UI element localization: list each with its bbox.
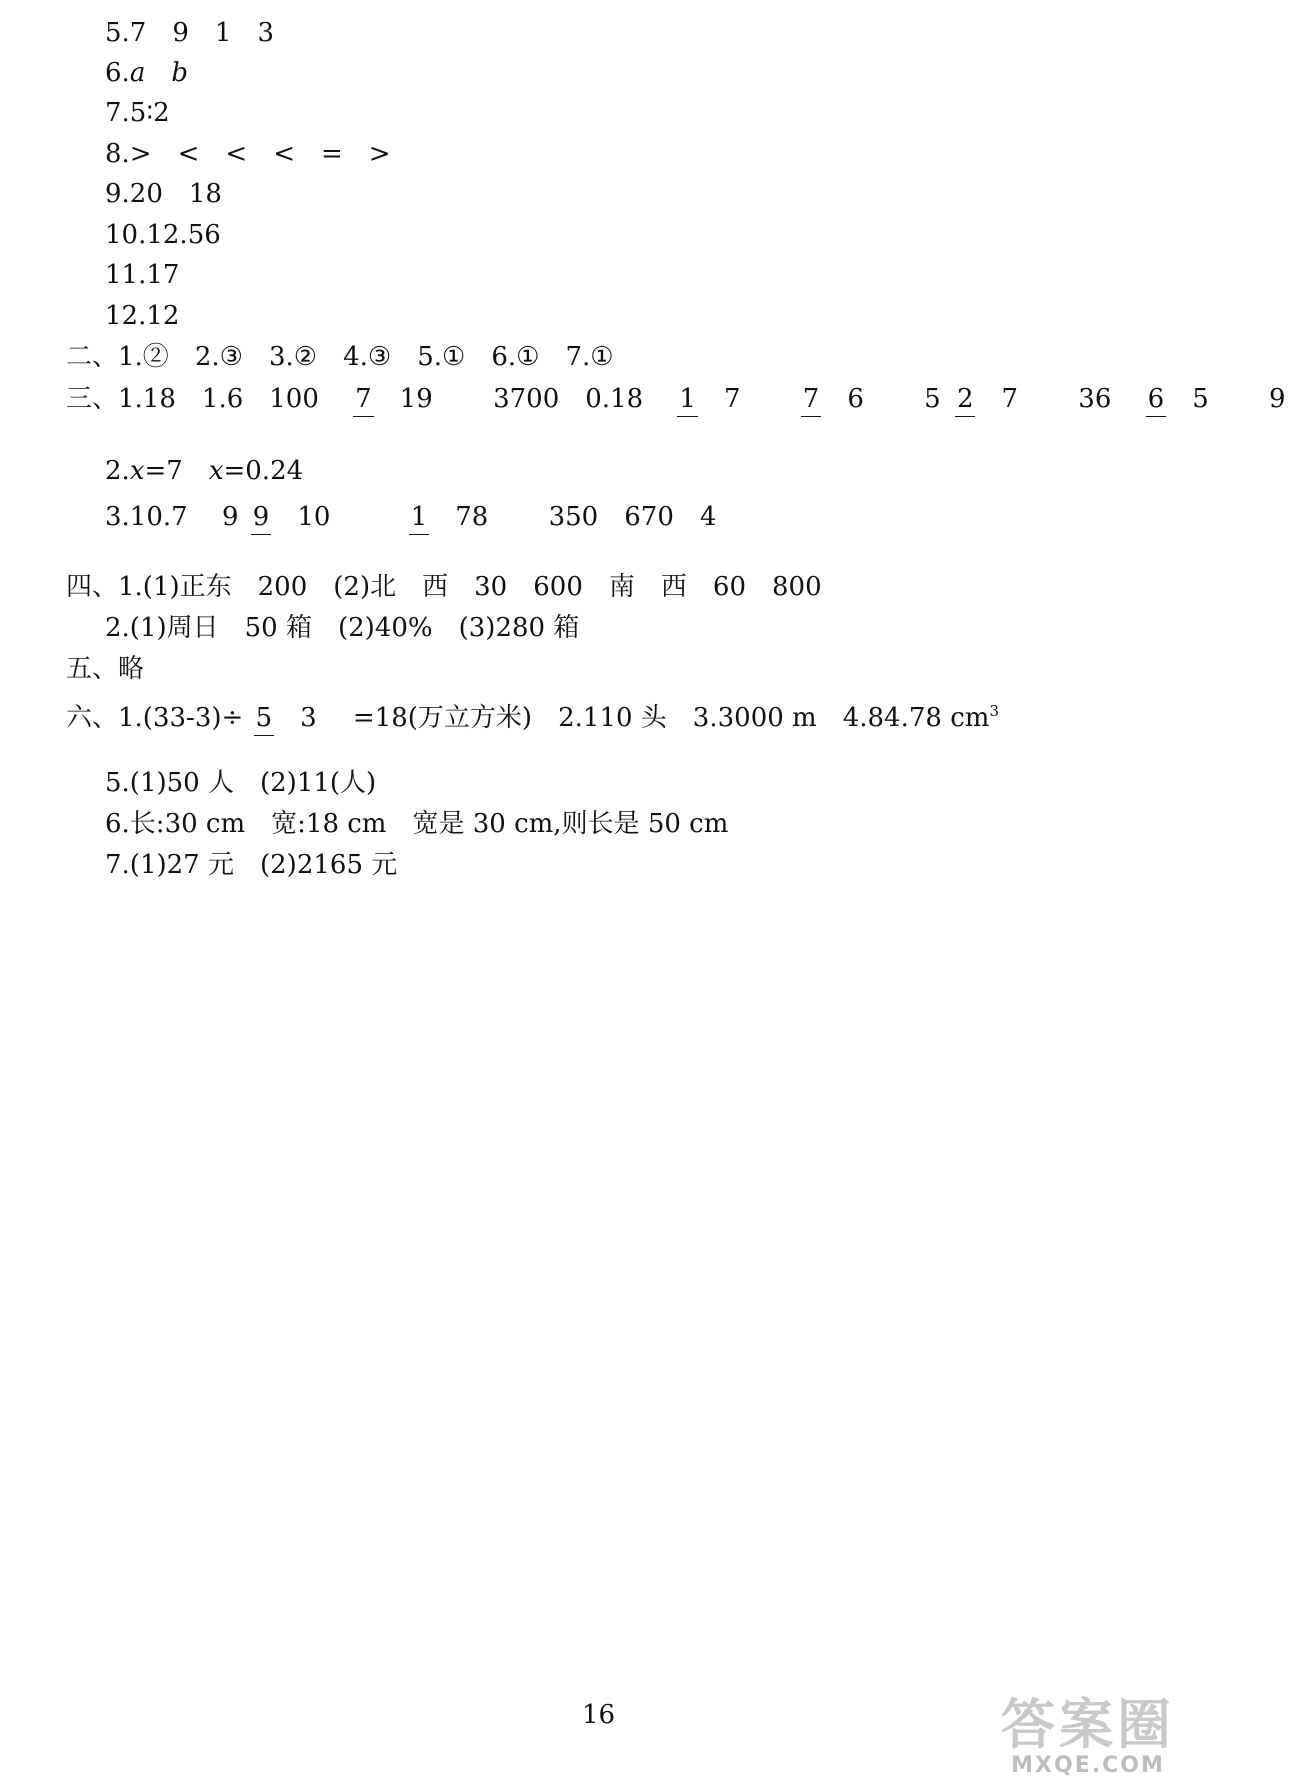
text: < [177,139,200,169]
text: 3700 [493,383,560,414]
text: 5.(1)50 人 [105,768,234,798]
text: < [225,139,248,169]
section-san-1 [66,382,1312,417]
text: 6.长:30 cm [105,809,246,839]
numerator: 7 [353,384,374,417]
text: 7.5∶2 [105,98,170,128]
watermark-logo [1001,1693,1175,1778]
text: =18(万立方米) [352,702,533,733]
text: 4.③ [343,342,392,372]
text: 3.3000 m [692,702,817,733]
numerator: 5 [254,703,275,736]
answer-line-9 [105,179,248,209]
text: 30 [474,572,508,602]
whole-number: 5 [924,383,941,414]
text: > [368,139,391,169]
fraction [1146,382,1235,417]
text: 9 [1269,383,1286,414]
answer-line-8 [105,139,417,169]
text: 5.7 [105,18,147,48]
text: 南 [608,572,635,602]
variable: x [129,456,145,486]
text: a [129,58,146,88]
answer-line-7 [105,98,196,128]
text: 100 [269,383,319,414]
text: (2)40% [338,613,433,643]
denominator: 3 [300,703,317,734]
numerator: 9 [251,502,272,535]
page-number: 16 [582,1700,616,1730]
section-liu-6 [105,809,754,839]
text: 西 [660,572,687,602]
section-si-1 [66,572,848,602]
text: 9.20 [105,179,163,209]
text: 4.84.78 cm [842,702,990,733]
text: 2. [105,456,130,486]
section-san-3 [105,500,742,535]
text: 四、1.(1)正东 [66,572,232,602]
text: 1.6 [201,383,244,414]
answer-line-5 [105,18,300,48]
text: 六、1.(33-3)÷ [66,702,244,733]
text: (2)北 [333,572,397,602]
section-wu [66,654,170,684]
fraction [254,701,343,736]
text: (3)280 箱 [458,613,580,643]
text: 600 [533,572,583,602]
numerator: 1 [409,502,430,535]
numerator: 7 [801,384,822,417]
text: 7.① [565,342,614,372]
fraction [251,500,357,535]
fraction [353,382,459,417]
text: 三、1.18 [66,383,176,414]
text: =0.24 [223,456,304,486]
denominator: 6 [847,384,864,414]
answer-line-12 [105,301,205,331]
section-san-2 [105,456,329,486]
text: 200 [257,572,308,602]
denominator: 78 [455,502,489,532]
text: (2)11(人) [260,768,377,798]
text: 0.18 [585,383,644,414]
whole-number: 9 [221,501,239,532]
answer-line-6 [105,58,214,88]
text: 36 [1078,383,1112,414]
watermark-url: MXQE.COM [1011,1753,1165,1778]
text: 二、1.② [66,342,169,372]
superscript: 3 [989,702,999,720]
text: 2.(1)周日 [105,613,219,643]
denominator: 19 [399,384,433,414]
numerator: 1 [677,384,698,417]
text: 宽是 30 cm,则长是 50 cm [412,809,729,839]
text: 3.10.7 [105,501,188,532]
text: 350 [548,501,599,532]
text: < [273,139,295,169]
text: 2.③ [194,342,243,372]
denominator: 7 [723,384,741,414]
text: 60 [712,572,746,602]
watermark-text: 答案圈 [1001,1693,1175,1756]
text: 3.② [268,342,318,372]
text: = [320,139,343,169]
fraction [677,382,766,417]
text: 5.① [417,342,466,372]
fraction [955,382,1044,417]
text: 12.12 [105,301,180,331]
text: 西 [422,572,449,602]
section-liu-7 [105,850,423,880]
fraction [801,382,890,417]
numerator: 6 [1146,384,1167,417]
section-si-2 [105,613,605,643]
denominator: 5 [1192,384,1209,414]
denominator: 10 [297,502,331,532]
text: 10.12.56 [105,220,221,250]
text: 18 [188,179,222,209]
text: 9 [172,18,189,48]
text: =7 [144,456,183,486]
denominator: 7 [1001,384,1019,414]
variable: x [208,456,224,486]
answer-line-10 [105,220,247,250]
answer-line-11 [105,260,205,290]
text: 五、略 [66,654,145,684]
text: 11.17 [105,260,180,290]
section-er [66,342,640,372]
text: 3 [257,18,274,48]
text: 4 [699,501,717,532]
text: (2)2165 元 [260,850,398,880]
text: 800 [772,572,822,602]
text: 50 箱 [244,613,312,643]
text: 2.110 头 [558,702,667,733]
text: 8.> [105,139,152,169]
text: 1 [214,18,232,48]
numerator: 2 [955,384,976,417]
text: 6. [105,58,130,88]
fraction [409,500,515,535]
text: b [171,58,188,88]
text: 670 [624,501,674,532]
section-liu-1 [66,696,999,736]
text: 7.(1)27 元 [105,850,234,880]
text: 宽:18 cm [271,809,387,839]
section-liu-5 [105,768,402,798]
text: 6.① [491,342,540,372]
